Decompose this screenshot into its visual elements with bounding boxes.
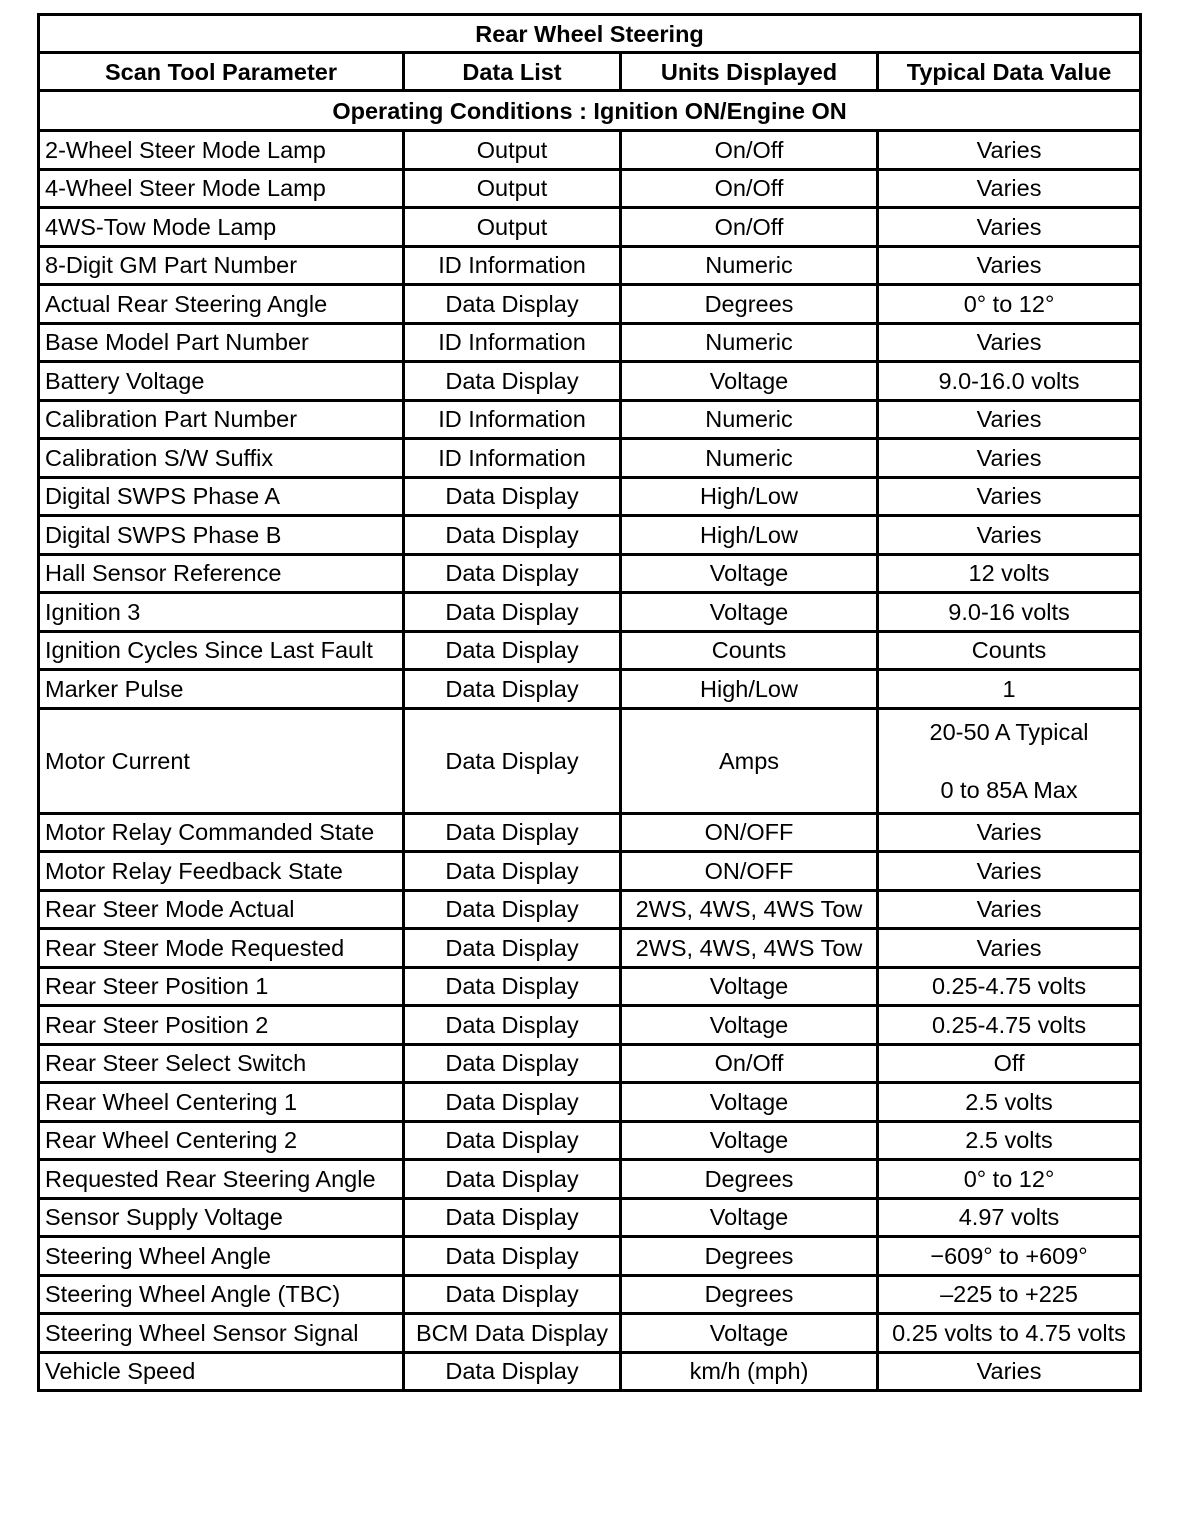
cell-data-list: Data Display: [404, 1160, 621, 1199]
table-row: [39, 554, 1141, 593]
cell-data-list: Data Display: [404, 967, 621, 1006]
cell-typical: –225 to +225: [878, 1275, 1141, 1314]
cell-typical: 2.5 volts: [878, 1121, 1141, 1160]
cell-units: Numeric: [621, 323, 878, 362]
section-row: [39, 91, 1141, 131]
table-row: [39, 285, 1141, 324]
cell-parameter: Sensor Supply Voltage: [39, 1198, 404, 1237]
cell-units: On/Off: [621, 208, 878, 247]
cell-parameter: Actual Rear Steering Angle: [39, 285, 404, 324]
cell-parameter: Motor Relay Commanded State: [39, 813, 404, 852]
cell-units: High/Low: [621, 477, 878, 516]
cell-units: km/h (mph): [621, 1352, 878, 1391]
cell-units: 2WS, 4WS, 4WS Tow: [621, 890, 878, 929]
cell-typical: Varies: [878, 516, 1141, 555]
cell-data-list: Data Display: [404, 1006, 621, 1045]
typical-line-1: 20-50 A Typical: [929, 718, 1089, 745]
cell-data-list: Data Display: [404, 929, 621, 968]
cell-data-list: Data Display: [404, 890, 621, 929]
cell-data-list: Output: [404, 169, 621, 208]
cell-units: Voltage: [621, 1198, 878, 1237]
table-row: [39, 516, 1141, 555]
header-scan-tool-parameter: Scan Tool Parameter: [39, 53, 404, 91]
cell-typical: 9.0-16 volts: [878, 593, 1141, 632]
cell-data-list: ID Information: [404, 439, 621, 478]
cell-parameter: Calibration S/W Suffix: [39, 439, 404, 478]
table-row: [39, 670, 1141, 709]
cell-units: Amps: [621, 708, 878, 813]
cell-data-list: Data Display: [404, 1275, 621, 1314]
cell-units: ON/OFF: [621, 813, 878, 852]
cell-units: Voltage: [621, 362, 878, 401]
cell-typical: Varies: [878, 929, 1141, 968]
table-row: [39, 1121, 1141, 1160]
operating-conditions: Operating Conditions : Ignition ON/Engine ON: [39, 91, 1141, 131]
cell-parameter: Motor Current: [39, 708, 404, 813]
cell-parameter: Hall Sensor Reference: [39, 554, 404, 593]
table-row: [39, 400, 1141, 439]
cell-data-list: Data Display: [404, 631, 621, 670]
cell-units: Voltage: [621, 554, 878, 593]
cell-parameter: Rear Wheel Centering 2: [39, 1121, 404, 1160]
cell-units: Voltage: [621, 1006, 878, 1045]
cell-typical: [878, 708, 1141, 813]
header-row: [39, 53, 1141, 91]
cell-units: 2WS, 4WS, 4WS Tow: [621, 929, 878, 968]
header-units-displayed: Units Displayed: [621, 53, 878, 91]
table-row: [39, 246, 1141, 285]
cell-data-list: Output: [404, 131, 621, 170]
cell-parameter: Steering Wheel Angle: [39, 1237, 404, 1276]
cell-units: High/Low: [621, 670, 878, 709]
cell-data-list: Data Display: [404, 1352, 621, 1391]
cell-data-list: Data Display: [404, 554, 621, 593]
cell-typical: 0° to 12°: [878, 1160, 1141, 1199]
cell-units: Numeric: [621, 439, 878, 478]
table-row: [39, 362, 1141, 401]
table-row: [39, 593, 1141, 632]
cell-units: Numeric: [621, 246, 878, 285]
cell-data-list: Data Display: [404, 477, 621, 516]
cell-parameter: Battery Voltage: [39, 362, 404, 401]
header-typical-data-value: Typical Data Value: [878, 53, 1141, 91]
cell-data-list: ID Information: [404, 400, 621, 439]
cell-parameter: Ignition 3: [39, 593, 404, 632]
table-title-row: [39, 15, 1141, 53]
cell-data-list: Output: [404, 208, 621, 247]
cell-units: Degrees: [621, 285, 878, 324]
table-row: [39, 890, 1141, 929]
cell-data-list: Data Display: [404, 285, 621, 324]
cell-typical: Varies: [878, 813, 1141, 852]
cell-typical: 9.0-16.0 volts: [878, 362, 1141, 401]
cell-units: On/Off: [621, 1044, 878, 1083]
table-row: [39, 208, 1141, 247]
cell-units: High/Low: [621, 516, 878, 555]
cell-typical: Varies: [878, 1352, 1141, 1391]
table-row: [39, 631, 1141, 670]
cell-typical: 0.25-4.75 volts: [878, 1006, 1141, 1045]
cell-typical: 0.25 volts to 4.75 volts: [878, 1314, 1141, 1353]
table-row: [39, 852, 1141, 891]
cell-parameter: Calibration Part Number: [39, 400, 404, 439]
table-row: [39, 813, 1141, 852]
cell-units: Counts: [621, 631, 878, 670]
cell-parameter: Steering Wheel Sensor Signal: [39, 1314, 404, 1353]
table-row: [39, 323, 1141, 362]
cell-units: On/Off: [621, 131, 878, 170]
table-row: [39, 1198, 1141, 1237]
cell-typical: 2.5 volts: [878, 1083, 1141, 1122]
cell-typical: Varies: [878, 246, 1141, 285]
cell-typical: Varies: [878, 323, 1141, 362]
cell-units: Degrees: [621, 1160, 878, 1199]
table-body: [39, 131, 1141, 1391]
cell-parameter: Rear Steer Position 2: [39, 1006, 404, 1045]
cell-parameter: Rear Wheel Centering 1: [39, 1083, 404, 1122]
cell-data-list: Data Display: [404, 593, 621, 632]
rear-wheel-steering-table: [37, 13, 1142, 1392]
cell-data-list: Data Display: [404, 1198, 621, 1237]
table-row: [39, 1314, 1141, 1353]
table-row: [39, 929, 1141, 968]
cell-parameter: Rear Steer Mode Requested: [39, 929, 404, 968]
table-row: [39, 1044, 1141, 1083]
cell-data-list: Data Display: [404, 1237, 621, 1276]
cell-typical: Varies: [878, 890, 1141, 929]
cell-typical: Varies: [878, 208, 1141, 247]
cell-units: Voltage: [621, 1121, 878, 1160]
cell-units: ON/OFF: [621, 852, 878, 891]
cell-typical: Varies: [878, 131, 1141, 170]
cell-data-list: BCM Data Display: [404, 1314, 621, 1353]
cell-parameter: Digital SWPS Phase B: [39, 516, 404, 555]
table-row: [39, 967, 1141, 1006]
table-title: Rear Wheel Steering: [39, 15, 1141, 53]
cell-parameter: Rear Steer Select Switch: [39, 1044, 404, 1083]
cell-units: On/Off: [621, 169, 878, 208]
cell-typical: 12 volts: [878, 554, 1141, 593]
table-row: [39, 1006, 1141, 1045]
cell-data-list: ID Information: [404, 323, 621, 362]
cell-typical: 0.25-4.75 volts: [878, 967, 1141, 1006]
cell-units: Voltage: [621, 593, 878, 632]
cell-parameter: Ignition Cycles Since Last Fault: [39, 631, 404, 670]
table-row: [39, 1083, 1141, 1122]
cell-typical: −609° to +609°: [878, 1237, 1141, 1276]
cell-parameter: Vehicle Speed: [39, 1352, 404, 1391]
cell-parameter: Requested Rear Steering Angle: [39, 1160, 404, 1199]
cell-data-list: Data Display: [404, 362, 621, 401]
cell-typical: Varies: [878, 852, 1141, 891]
cell-typical: Off: [878, 1044, 1141, 1083]
cell-data-list: Data Display: [404, 1121, 621, 1160]
table-row: [39, 477, 1141, 516]
cell-data-list: Data Display: [404, 852, 621, 891]
cell-typical: 0° to 12°: [878, 285, 1141, 324]
cell-typical: Varies: [878, 477, 1141, 516]
cell-parameter: Motor Relay Feedback State: [39, 852, 404, 891]
cell-data-list: ID Information: [404, 246, 621, 285]
cell-parameter: Rear Steer Mode Actual: [39, 890, 404, 929]
cell-parameter: Base Model Part Number: [39, 323, 404, 362]
cell-typical: 4.97 volts: [878, 1198, 1141, 1237]
table-row: [39, 439, 1141, 478]
cell-units: Degrees: [621, 1275, 878, 1314]
cell-parameter: 4-Wheel Steer Mode Lamp: [39, 169, 404, 208]
cell-parameter: Marker Pulse: [39, 670, 404, 709]
cell-typical: Counts: [878, 631, 1141, 670]
cell-typical: Varies: [878, 400, 1141, 439]
table-row-motor-current: [39, 708, 1141, 813]
cell-data-list: Data Display: [404, 1044, 621, 1083]
cell-parameter: 4WS-Tow Mode Lamp: [39, 208, 404, 247]
header-data-list: Data List: [404, 53, 621, 91]
cell-data-list: Data Display: [404, 1083, 621, 1122]
cell-typical: Varies: [878, 439, 1141, 478]
cell-parameter: 2-Wheel Steer Mode Lamp: [39, 131, 404, 170]
cell-units: Voltage: [621, 1083, 878, 1122]
cell-data-list: Data Display: [404, 516, 621, 555]
typical-line-2: 0 to 85A Max: [940, 776, 1078, 803]
table-row: [39, 1275, 1141, 1314]
table-row: [39, 1160, 1141, 1199]
cell-parameter: Rear Steer Position 1: [39, 967, 404, 1006]
table-row: [39, 169, 1141, 208]
cell-data-list: Data Display: [404, 708, 621, 813]
cell-parameter: 8-Digit GM Part Number: [39, 246, 404, 285]
cell-units: Voltage: [621, 967, 878, 1006]
cell-units: Degrees: [621, 1237, 878, 1276]
table-row: [39, 1237, 1141, 1276]
cell-typical: Varies: [878, 169, 1141, 208]
cell-parameter: Steering Wheel Angle (TBC): [39, 1275, 404, 1314]
cell-units: Numeric: [621, 400, 878, 439]
cell-typical: 1: [878, 670, 1141, 709]
table-row: [39, 1352, 1141, 1391]
cell-units: Voltage: [621, 1314, 878, 1353]
cell-data-list: Data Display: [404, 670, 621, 709]
table-row: [39, 131, 1141, 170]
cell-data-list: Data Display: [404, 813, 621, 852]
cell-parameter: Digital SWPS Phase A: [39, 477, 404, 516]
